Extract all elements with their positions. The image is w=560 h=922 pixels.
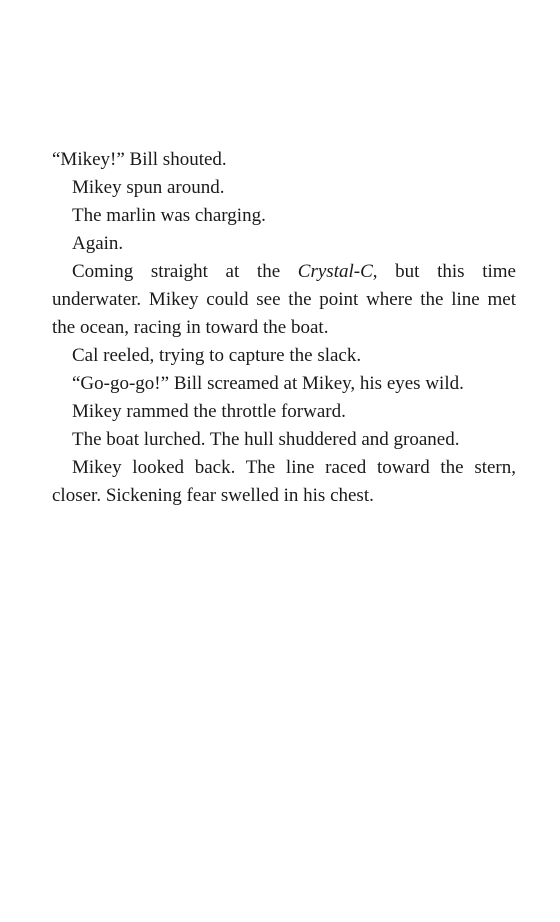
paragraph: “Go-go-go!” Bill screamed at Mikey, his eyes wild. (72, 373, 464, 394)
paragraph (52, 258, 516, 342)
paragraph-text: Coming straight at the (72, 261, 298, 282)
paragraph: The marlin was charging. (72, 205, 266, 226)
paragraph: “Mikey!” Bill shouted. (52, 149, 227, 170)
page-text (52, 146, 516, 510)
paragraph: Mikey rammed the throttle forward. (72, 401, 346, 422)
boat-name: Crystal-C (297, 261, 373, 282)
paragraph: Again. (72, 233, 124, 254)
paragraph: Mikey looked back. The line raced toward the stern, closer. Sickening fear swelled in his chest. (52, 457, 516, 506)
paragraph: Mikey spun around. (72, 177, 225, 198)
paragraph: Cal reeled, trying to capture the slack. (72, 345, 362, 366)
paragraph-text: , but this time underwater. Mikey could see the point where the line met the ocean, racing in toward the boat. (52, 261, 516, 338)
paragraph: The boat lurched. The hull shuddered and groaned. (72, 429, 460, 450)
